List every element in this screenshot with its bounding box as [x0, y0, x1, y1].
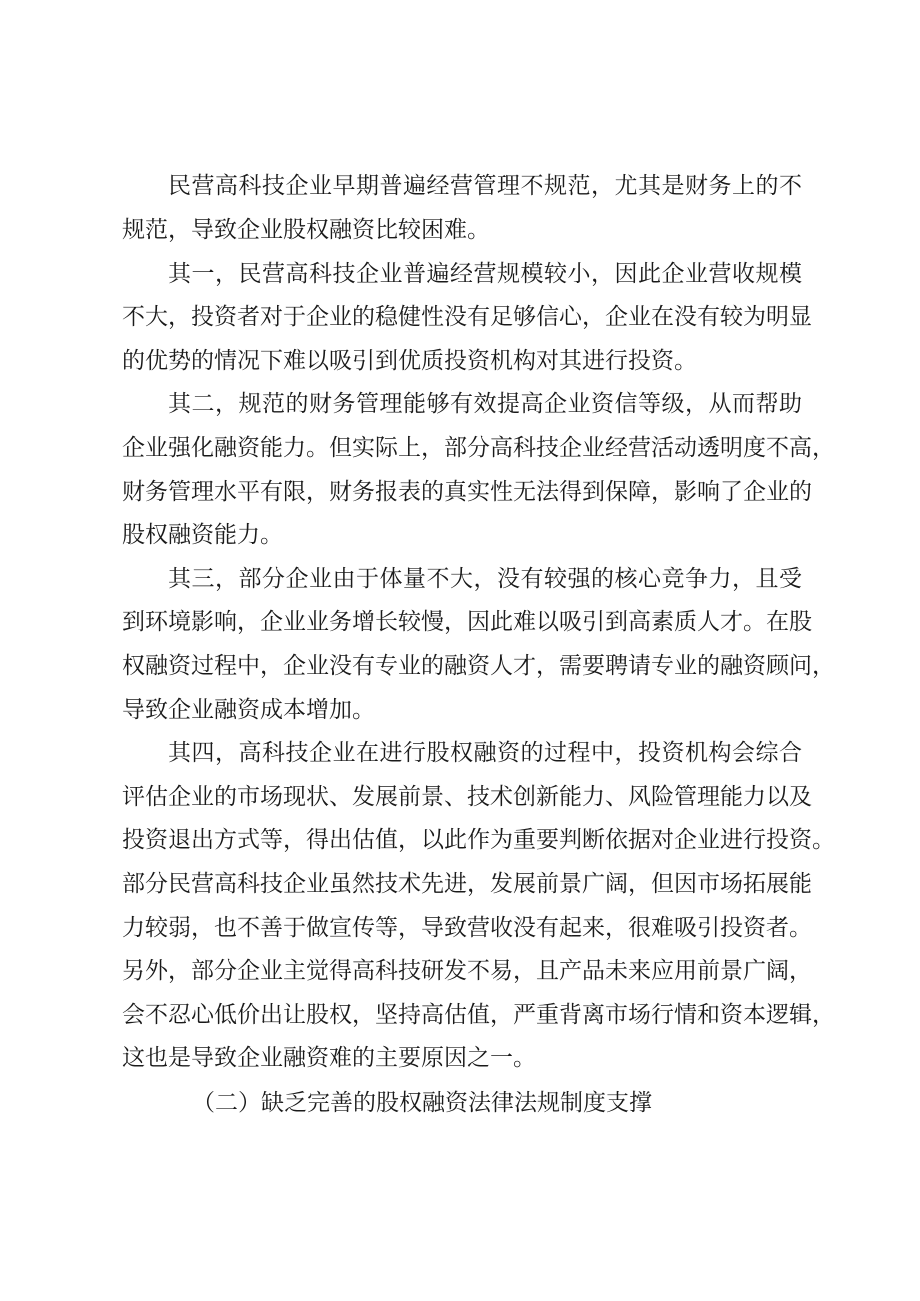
paragraph-4-line-3: 权融资过程中，企业没有专业的融资人才，需要聘请专业的融资顾问，	[122, 653, 835, 679]
paragraph-1-line-2: 规范，导致企业股权融资比较困难。	[122, 217, 490, 243]
paragraph-2-line-3: 的优势的情况下难以吸引到优质投资机构对其进行投资。	[122, 348, 697, 374]
paragraph-3-line-2: 企业强化融资能力。但实际上，部分高科技企业经营活动透明度不高，	[122, 435, 835, 461]
paragraph-2-line-2: 不大，投资者对于企业的稳健性没有足够信心，企业在没有较为明显	[122, 304, 812, 330]
paragraph-4-line-1: 其三，部分企业由于体量不大，没有较强的核心竞争力，且受	[168, 566, 802, 592]
section-heading: （二）缺乏完善的股权融资法律法规制度支撑	[192, 1090, 652, 1116]
paragraph-5-line-6: 另外，部分企业主觉得高科技研发不易，且产品未来应用前景广阔，	[122, 958, 812, 984]
paragraph-1-line-1: 民营高科技企业早期普遍经营管理不规范，尤其是财务上的不	[168, 173, 802, 199]
paragraph-5-line-8: 这也是导致企业融资难的主要原因之一。	[122, 1045, 536, 1071]
paragraph-5-line-5: 力较弱，也不善于做宣传等，导致营收没有起来，很难吸引投资者。	[122, 915, 812, 941]
paragraph-5-line-7: 会不忍心低价出让股权，坚持高估值，严重背离市场行情和资本逻辑，	[122, 1002, 835, 1028]
paragraph-5-line-2: 评估企业的市场现状、发展前景、技术创新能力、风险管理能力以及	[122, 784, 812, 810]
paragraph-3-line-4: 股权融资能力。	[122, 522, 283, 548]
paragraph-3-line-1: 其二，规范的财务管理能够有效提高企业资信等级，从而帮助	[168, 391, 802, 417]
paragraph-5-line-1: 其四，高科技企业在进行股权融资的过程中，投资机构会综合	[168, 740, 802, 766]
paragraph-4-line-4: 导致企业融资成本增加。	[122, 697, 375, 723]
paragraph-4-line-2: 到环境影响，企业业务增长较慢，因此难以吸引到高素质人才。在股	[122, 609, 812, 635]
paragraph-3-line-3: 财务管理水平有限，财务报表的真实性无法得到保障，影响了企业的	[122, 479, 812, 505]
paragraph-5-line-3: 投资退出方式等，得出估值，以此作为重要判断依据对企业进行投资。	[122, 827, 835, 853]
paragraph-2-line-1: 其一，民营高科技企业普遍经营规模较小，因此企业营收规模	[168, 261, 802, 287]
paragraph-5-line-4: 部分民营高科技企业虽然技术先进，发展前景广阔，但因市场拓展能	[122, 871, 812, 897]
